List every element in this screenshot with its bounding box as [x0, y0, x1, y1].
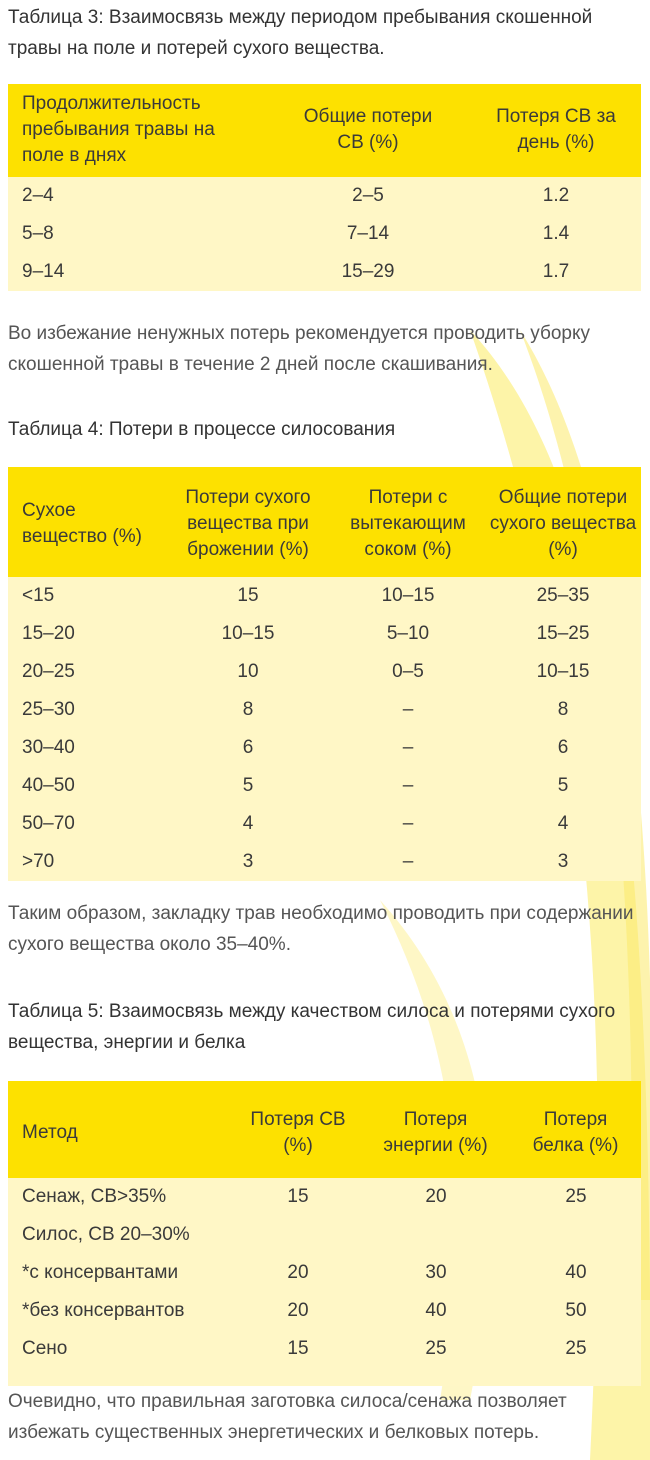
table-row	[8, 1178, 641, 1216]
table4-cell: 15–20	[22, 623, 75, 644]
table5-cell: Сено	[22, 1338, 68, 1359]
table3-cell: 9–14	[22, 261, 65, 282]
table5	[8, 1081, 641, 1386]
table-row	[8, 767, 641, 805]
table-row	[8, 729, 641, 767]
table4-header-total-loss: Общие потери сухого вещества (%)	[489, 487, 637, 560]
table3-header-days: Продолжительность пребывания травы на поле в днях	[22, 93, 215, 166]
table5-cell: 40	[565, 1262, 587, 1283]
table3	[8, 84, 641, 291]
table-row	[8, 805, 641, 843]
table4-cell: 20–25	[22, 661, 75, 682]
table5-cell: 20	[287, 1300, 309, 1321]
table4-cell: 6	[557, 737, 569, 758]
table4-header-fermentation-loss: Потери сухого вещества при брожении (%)	[185, 487, 311, 560]
table4-cell: 4	[557, 813, 569, 834]
table4-cell: 4	[242, 813, 254, 834]
table4-title: Таблица 4: Потери в процессе силосования	[8, 419, 396, 440]
table5-cell: *без консервантов	[22, 1300, 185, 1321]
table5-cell: 40	[425, 1300, 447, 1321]
table4-cell: 10–15	[221, 623, 275, 644]
table5-cell: 15	[287, 1186, 309, 1207]
table5-cell: 15	[287, 1338, 309, 1359]
table5-title: Таблица 5: Взаимосвязь между качеством силоса и потерями сухого вещества, энергии и белка	[8, 1001, 616, 1053]
table4-cell: 25–35	[536, 585, 590, 606]
table4-cell: 3	[557, 851, 569, 872]
table3-cell: 2–4	[22, 185, 54, 206]
table4	[8, 467, 641, 881]
table4-cell: –	[402, 775, 414, 796]
table5-cell: *с консервантами	[22, 1262, 179, 1283]
table-row	[8, 215, 641, 253]
table4-header	[8, 467, 641, 577]
table4-cell: 50–70	[22, 813, 75, 834]
table4-cell: –	[402, 699, 414, 720]
table-row	[8, 1292, 641, 1330]
table4-cell: 5–10	[386, 623, 430, 644]
table5-cell: 25	[565, 1338, 587, 1359]
table3-cell: 1.4	[542, 223, 570, 244]
table5-cell: 25	[565, 1186, 587, 1207]
table3-cell: 1.7	[542, 261, 570, 282]
table-row	[8, 653, 641, 691]
table4-cell: 3	[242, 851, 254, 872]
table-row	[8, 253, 641, 291]
table4-header-effluent-loss: Потери с вытекающим соком (%)	[350, 487, 466, 560]
table5-body	[8, 1178, 641, 1386]
table4-cell: 40–50	[22, 775, 75, 796]
table5-cell: Сенаж, СВ>35%	[22, 1186, 167, 1207]
table-row	[8, 1254, 641, 1292]
note-3: Очевидно, что правильная заготовка силоса/сенажа позволяет избежать существенных энергетических и белковых потерь.	[8, 1391, 567, 1443]
note-2: Таким образом, закладку трав необходимо проводить при содержании сухого вещества около 35–40%.	[8, 903, 634, 955]
table-row	[8, 177, 641, 215]
table4-cell: 10	[237, 661, 259, 682]
table4-cell: 0–5	[392, 661, 424, 682]
table5-header-dm-loss: Потеря СВ (%)	[250, 1109, 346, 1156]
table5-cell: 20	[425, 1186, 447, 1207]
table3-cell: 15–29	[341, 261, 395, 282]
table4-cell: 30–40	[22, 737, 75, 758]
table4-cell: 10–15	[381, 585, 435, 606]
table3-header	[8, 84, 641, 177]
table-row	[8, 691, 641, 729]
table3-cell: 5–8	[22, 223, 54, 244]
table-row	[8, 1216, 641, 1254]
table4-cell: 15–25	[536, 623, 590, 644]
table5-cell: 20	[287, 1262, 309, 1283]
table-row	[8, 843, 641, 881]
table4-cell: 5	[557, 775, 569, 796]
table5-cell: 50	[565, 1300, 587, 1321]
table5-header-method: Метод	[22, 1122, 78, 1143]
table3-header-total-loss: Общие потери СВ (%)	[303, 106, 433, 153]
note-1: Во избежание ненужных потерь рекомендуется проводить уборку скошенной травы в течение 2 дней после скашивания.	[8, 323, 591, 375]
table5-cell: Силос, СВ 20–30%	[22, 1224, 190, 1245]
table3-cell: 2–5	[352, 185, 384, 206]
table3-body	[8, 177, 641, 291]
table4-cell: 6	[242, 737, 254, 758]
table4-cell: <15	[22, 585, 55, 606]
table-row	[8, 577, 641, 615]
table4-cell: 10–15	[536, 661, 590, 682]
table3-cell: 1.2	[542, 185, 570, 206]
table5-cell: 25	[425, 1338, 447, 1359]
table4-cell: –	[402, 737, 414, 758]
table5-header-protein-loss: Потеря белка (%)	[532, 1109, 619, 1156]
table5-header	[8, 1081, 641, 1178]
table4-cell: –	[402, 851, 414, 872]
table4-cell: 8	[242, 699, 254, 720]
table4-header-dry-matter: Сухое вещество (%)	[22, 500, 142, 547]
table5-cell: 30	[425, 1262, 447, 1283]
table-row	[8, 615, 641, 653]
table3-title: Таблица 3: Взаимосвязь между периодом пребывания скошенной травы на поле и потерей сухого вещества.	[8, 7, 593, 59]
table-row	[8, 1330, 641, 1368]
table4-cell: >70	[22, 851, 55, 872]
table4-body	[8, 577, 641, 881]
table3-header-daily-loss: Потеря СВ за день (%)	[496, 106, 616, 153]
table4-cell: 8	[557, 699, 569, 720]
table4-cell: 15	[237, 585, 259, 606]
table4-cell: 5	[242, 775, 254, 796]
table3-cell: 7–14	[346, 223, 390, 244]
table4-cell: –	[402, 813, 414, 834]
table5-header-energy-loss: Потеря энергии (%)	[383, 1109, 488, 1156]
table4-cell: 25–30	[22, 699, 75, 720]
